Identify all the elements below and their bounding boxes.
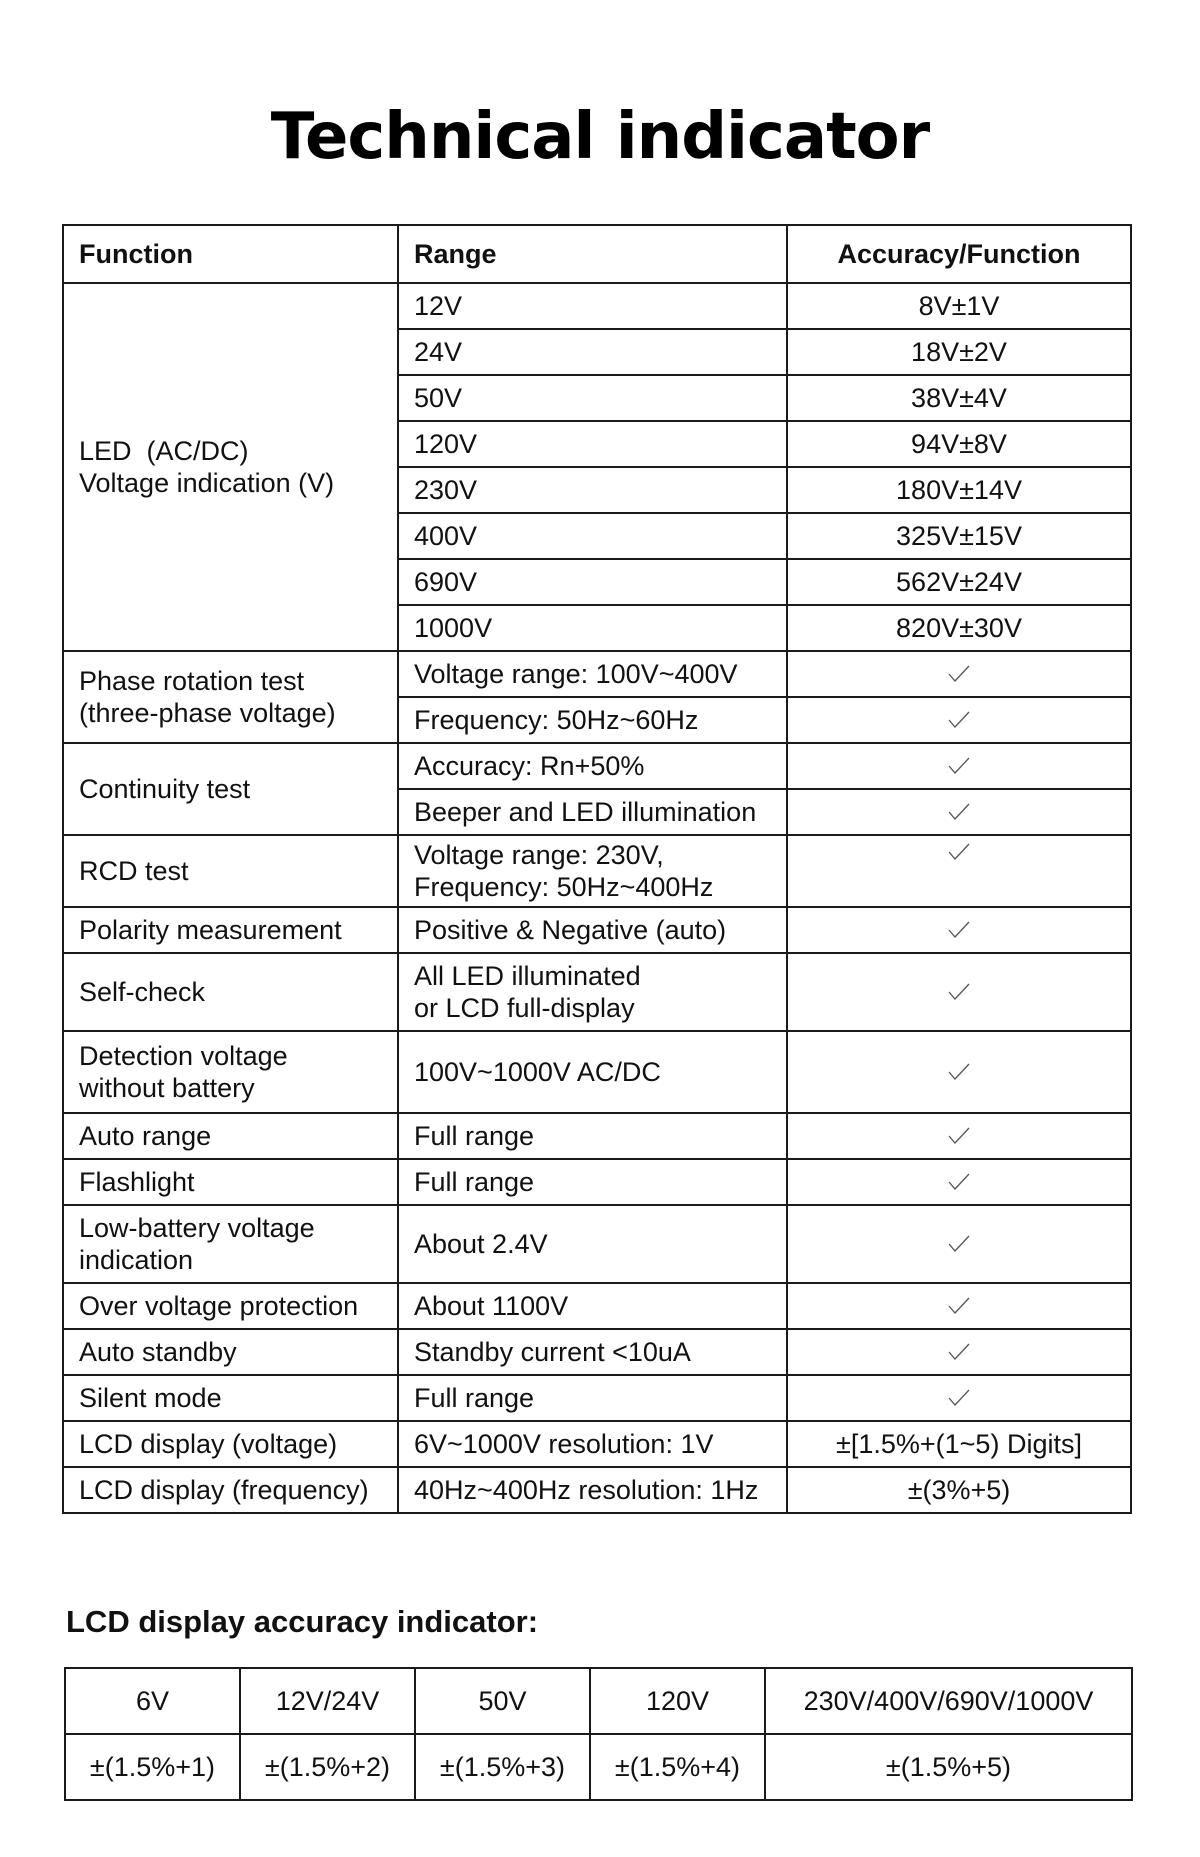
led-function-cell [63,283,398,651]
phase-range-voltage: Voltage range: 100V~400V [398,651,787,697]
lcd-accuracy-value: ±(1.5%+3) [415,1734,590,1800]
check-icon [948,665,970,683]
check-icon [948,1343,970,1361]
header-range: Range [398,225,787,283]
rcd-range-line2: Frequency: 50Hz~400Hz [414,872,714,902]
polarity-range: Positive & Negative (auto) [398,907,787,953]
lcd-accuracy-value: ±(1.5%+1) [65,1734,240,1800]
selfcheck-range-line1: All LED illuminated [414,961,641,991]
table-row [63,1329,1131,1375]
table-row [63,953,1131,1031]
selfcheck-function: Self-check [63,953,398,1031]
check-icon [948,1063,970,1081]
check-cell [787,651,1131,697]
lcd-voltage-function: LCD display (voltage) [63,1421,398,1467]
polarity-function: Polarity measurement [63,907,398,953]
check-cell [787,1375,1131,1421]
flashlight-range: Full range [398,1159,787,1205]
check-icon [948,921,970,939]
selfcheck-range-line2: or LCD full-display [414,993,635,1023]
check-icon [948,803,970,821]
led-range: 230V [398,467,787,513]
phase-function-cell [63,651,398,743]
lcd-value-row [65,1734,1132,1800]
rcd-range-line1: Voltage range: 230V, [414,840,664,870]
check-cell [787,789,1131,835]
led-accuracy: 180V±14V [787,467,1131,513]
lcd-accuracy-value: ±(1.5%+2) [240,1734,415,1800]
check-cell [787,953,1131,1031]
table-row [63,651,1131,697]
table-row [63,1031,1131,1113]
check-cell [787,1329,1131,1375]
check-icon [948,757,970,775]
detection-function-line1: Detection voltage [79,1041,288,1071]
led-accuracy: 325V±15V [787,513,1131,559]
lcd-frequency-accuracy: ±(3%+5) [787,1467,1131,1513]
check-icon [948,1389,970,1407]
lcd-range-header: 6V [65,1668,240,1734]
phase-range-frequency: Frequency: 50Hz~60Hz [398,697,787,743]
check-icon [948,983,970,1001]
standby-function: Auto standby [63,1329,398,1375]
led-accuracy: 562V±24V [787,559,1131,605]
table-header-row [63,225,1131,283]
detection-range: 100V~1000V AC/DC [398,1031,787,1113]
check-icon [948,711,970,729]
check-cell [787,1205,1131,1283]
silent-range: Full range [398,1375,787,1421]
led-function-line2: Voltage indication (V) [79,468,335,498]
header-accuracy: Accuracy/Function [787,225,1131,283]
lcd-accuracy-value: ±(1.5%+4) [590,1734,765,1800]
table-row [63,1421,1131,1467]
technical-indicator-table [62,224,1132,1514]
continuity-range-beeper: Beeper and LED illumination [398,789,787,835]
header-function: Function [63,225,398,283]
table-row [63,1467,1131,1513]
lowbattery-function-cell [63,1205,398,1283]
standby-range: Standby current <10uA [398,1329,787,1375]
check-icon [948,1297,970,1315]
lcd-voltage-accuracy: ±[1.5%+(1~5) Digits] [787,1421,1131,1467]
detection-function-line2: without battery [79,1073,255,1103]
page-title: Technical indicator [270,100,930,174]
lcd-range-header: 50V [415,1668,590,1734]
lcd-accuracy-value: ±(1.5%+5) [765,1734,1132,1800]
led-range: 50V [398,375,787,421]
check-icon [948,1235,970,1253]
rcd-range-cell [398,835,787,907]
lcd-accuracy-table [64,1667,1133,1801]
led-range: 12V [398,283,787,329]
lcd-frequency-function: LCD display (frequency) [63,1467,398,1513]
led-range: 400V [398,513,787,559]
lcd-range-header: 120V [590,1668,765,1734]
lcd-range-header: 12V/24V [240,1668,415,1734]
check-icon [948,843,970,861]
led-accuracy: 94V±8V [787,421,1131,467]
check-cell [787,835,1131,907]
phase-function-line1: Phase rotation test [79,666,305,696]
led-accuracy: 820V±30V [787,605,1131,651]
check-cell [787,697,1131,743]
rcd-function: RCD test [63,835,398,907]
led-function-line1: LED (AC/DC) [79,436,249,466]
check-cell [787,743,1131,789]
table-row [63,1113,1131,1159]
autorange-function: Auto range [63,1113,398,1159]
silent-function: Silent mode [63,1375,398,1421]
check-icon [948,1127,970,1145]
table-row [63,1375,1131,1421]
continuity-function: Continuity test [63,743,398,835]
continuity-range-accuracy: Accuracy: Rn+50% [398,743,787,789]
led-range: 24V [398,329,787,375]
detection-function-cell [63,1031,398,1113]
led-accuracy: 38V±4V [787,375,1131,421]
lcd-section-title: LCD display accuracy indicator: [66,1604,539,1639]
led-range: 120V [398,421,787,467]
autorange-range: Full range [398,1113,787,1159]
led-range: 1000V [398,605,787,651]
table-row [63,1283,1131,1329]
phase-function-line2: (three-phase voltage) [79,698,336,728]
lcd-range-header: 230V/400V/690V/1000V [765,1668,1132,1734]
flashlight-function: Flashlight [63,1159,398,1205]
table-row [63,835,1131,907]
lcd-voltage-range: 6V~1000V resolution: 1V [398,1421,787,1467]
led-accuracy: 8V±1V [787,283,1131,329]
lowbattery-function-line1: Low-battery voltage [79,1213,315,1243]
check-cell [787,1159,1131,1205]
overvoltage-function: Over voltage protection [63,1283,398,1329]
table-row [63,283,1131,329]
table-row [63,1205,1131,1283]
lcd-frequency-range: 40Hz~400Hz resolution: 1Hz [398,1467,787,1513]
check-cell [787,1031,1131,1113]
lcd-header-row [65,1668,1132,1734]
check-cell [787,1113,1131,1159]
selfcheck-range-cell [398,953,787,1031]
overvoltage-range: About 1100V [398,1283,787,1329]
led-range: 690V [398,559,787,605]
table-row [63,1159,1131,1205]
table-row [63,743,1131,789]
lowbattery-range: About 2.4V [398,1205,787,1283]
check-icon [948,1173,970,1191]
check-cell [787,1283,1131,1329]
led-accuracy: 18V±2V [787,329,1131,375]
lowbattery-function-line2: indication [79,1245,194,1275]
table-row [63,907,1131,953]
check-cell [787,907,1131,953]
